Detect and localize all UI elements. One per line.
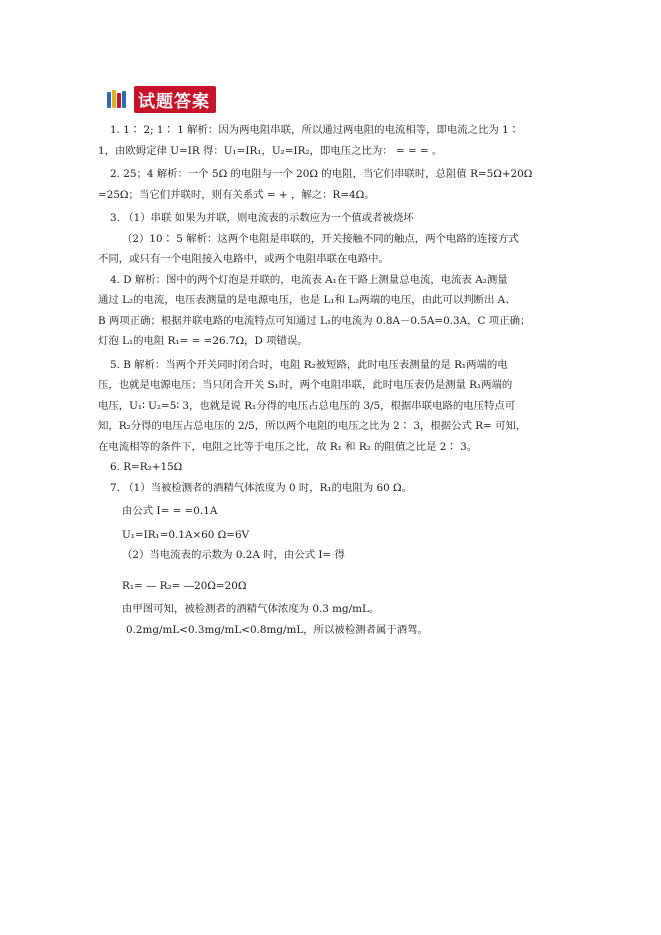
books-icon xyxy=(106,88,132,110)
answer-line: 3. （1）串联 如果为并联，则电流表的示数应为一个值或者被烧坏 xyxy=(110,212,414,224)
answer-line: U₁=IR₁=0.1A×60 Ω=6V xyxy=(122,528,250,541)
answer-line: 7. （1）当被检测者的酒精气体浓度为 0 时，R₁的电阻为 60 Ω。 xyxy=(110,481,413,494)
answer-line: （2）当电流表的示数为 0.2A 时，由公式 I= 得 xyxy=(122,549,345,561)
answer-line: 灯泡 L₁的电阻 R₁= = =26.7Ω，D 项错误。 xyxy=(98,335,308,347)
answer-line: （2）10∶ 5 解析：这两个电阻是串联的，开关接触不同的触点，两个电路的连接方式 xyxy=(122,232,519,245)
answer-line: 1，由欧姆定律 U=IR 得：U₁=IR₁，U₂=IR₂，即电压之比为： = = = 。 xyxy=(98,144,443,157)
answer-line: 2. 25；4 解析：一个 5Ω 的电阻与一个 20Ω 的电阻，当它们串联时，总阻值 R=5Ω+20Ω xyxy=(110,168,533,180)
answers-header xyxy=(106,88,216,110)
answer-line: 由甲图可知，被检测者的酒精气体浓度为 0.3 mg/mL。 xyxy=(122,603,380,615)
answer-line: 5. B 解析：当两个开关同时闭合时，电阻 R₂被短路，此时电压表测量的是 R₁两端的电 xyxy=(110,358,508,371)
answer-line: 6. R=R₂+15Ω xyxy=(110,461,183,473)
answer-text xyxy=(98,120,568,640)
answer-line: 1. 1∶ 2; 1∶ 1 解析：因为两电阻串联，所以通过两电阻的电流相等，即电流之比为 1∶ xyxy=(110,124,520,136)
answer-line: 由公式 I= = =0.1A xyxy=(122,505,218,517)
page-title: 试题答案 xyxy=(134,86,216,113)
answer-line: 4. D 解析：图中的两个灯泡是并联的，电流表 A₁在干路上测量总电流，电流表 A₂测量 xyxy=(110,273,508,286)
answer-line: 在电流相等的条件下，电阻之比等于电压之比，故 R₁ 和 R₂ 的阻值之比是 2∶ 3。 xyxy=(98,440,478,453)
answer-line: =25Ω；当它们并联时，则有关系式 = + ，解之：R=4Ω。 xyxy=(98,188,375,201)
answer-line: R₁= — R₂= —20Ω=20Ω xyxy=(122,579,247,592)
answer-line: B 两项正确；根据并联电路的电流特点可知通过 L₁的电流为 0.8A－0.5A=0.3A，C 项正确； xyxy=(98,314,531,327)
answer-line: 电压，U₁∶ U₂=5∶ 3，也就是说 R₁分得的电压占总电压的 3/5，根据串联电路的电压特点可 xyxy=(98,399,516,412)
answer-line: 知，R₂分得的电压占总电压的 2/5，所以两个电阻的电压之比为 2∶ 3，根据公式 R= 可知， xyxy=(98,420,527,432)
answer-line: 0.2mg/mL<0.3mg/mL<0.8mg/mL，所以被检测者属于酒驾。 xyxy=(126,623,428,636)
answer-line: 不同，或只有一个电阻接入电路中，或两个电阻串联在电路中。 xyxy=(98,253,389,265)
answer-line: 压，也就是电源电压；当只闭合开关 S₁时，两个电阻串联，此时电压表仍是测量 R₁两端的 xyxy=(98,379,513,391)
answer-line: 通过 L₂的电流，电压表测量的是电源电压，也是 L₁和 L₂两端的电压，由此可以判断出 A、 xyxy=(98,294,516,306)
spacer xyxy=(98,566,568,576)
